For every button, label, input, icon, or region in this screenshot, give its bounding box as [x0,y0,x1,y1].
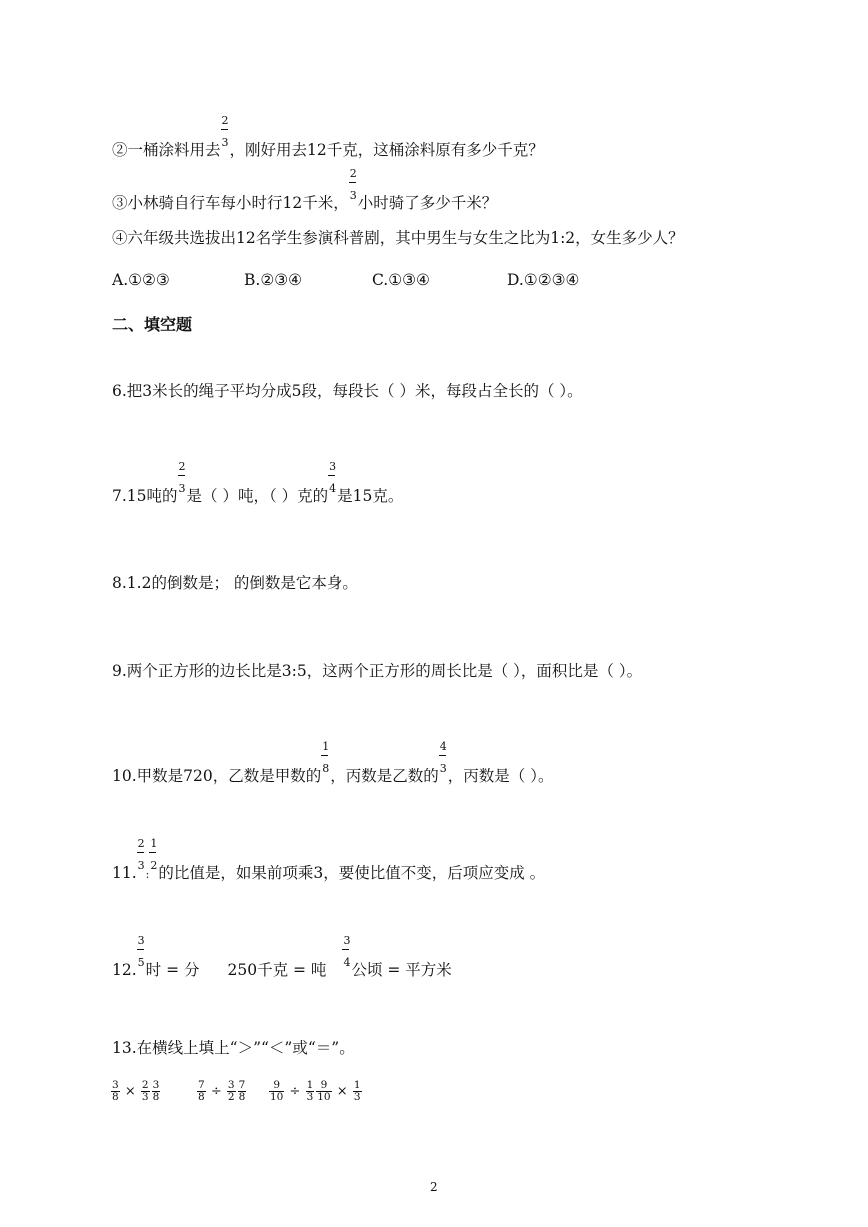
fraction: $\frac{3}{5}$ [137,934,145,969]
page-number: 2 [430,1180,438,1194]
question-7: 7.15吨的 $\frac{2}{3}$ 是（ ）吨，（ ）克的 $\frac{3}{4}$ 是15克。 [112,460,404,505]
fraction: $\frac{2}{3}$ [178,460,186,495]
fraction: $\frac{2}{3}$ [349,167,357,202]
option-b: B.②③④ [244,271,303,289]
question-8: 8.1.2的倒数是； 的倒数是它本身。 [112,574,358,592]
compare-expression-2: $\frac{7}{8}$ ÷ $\frac{3}{2}$ $\frac{7}{8}$ [198,1079,246,1103]
question-13: 13.在横线上填上“＞”“＜”或“＝”。 [112,1039,355,1057]
compare-expression-3: $\frac{9}{10}$ ÷ $\frac{1}{3}$ $\frac{9}{10}$ × $\frac{1}{3}$ [270,1079,361,1103]
question-10: 10.甲数是720，乙数是甲数的 $\frac{1}{8}$ ，丙数是乙数的 $\frac{4}{3}$ ，丙数是（ ）。 [112,740,554,785]
question-9: 9.两个正方形的边长比是3:5，这两个正方形的周长比是（ ），面积比是（ ）。 [112,662,643,680]
question-6: 6.把3米长的绳子平均分成5段，每段长（ ）米，每段占全长的（ ）。 [112,382,583,400]
option-a: A.①②③ [112,271,170,289]
question-2: ②一桶涂料用去 $\frac{2}{3}$ ，刚好用去12千克，这桶涂料原有多少千克？ [112,114,544,159]
option-c: C.①③④ [372,271,430,289]
fraction: $\frac{3}{4}$ [329,460,337,495]
fraction: $\frac{3}{4}$ [343,934,351,969]
question-4: ④六年级共选拔出12名学生参演科普剧，其中男生与女生之比为1:2，女生多少人？ [112,229,684,247]
fraction: $\frac{4}{3}$ [439,740,447,775]
fraction: $\frac{1}{2}$ [150,837,158,872]
compare-expression-1: $\frac{3}{8}$ × $\frac{2}{3}$ $\frac{3}{8}$ [112,1079,160,1103]
fraction: $\frac{1}{8}$ [322,740,330,775]
fraction: $\frac{2}{3}$ [221,114,229,149]
question-11: 11. $\frac{2}{3}$ : $\frac{1}{2}$ 的比值是，如果前项乘3，要使比值不变，后项应变成 。 [112,837,546,882]
question-3: ③小林骑自行车每小时行12千米， $\frac{2}{3}$ 小时骑了多少千米？ [112,167,498,212]
fraction: $\frac{2}{3}$ [137,837,145,872]
section-title: 二、填空题 [112,315,193,334]
option-d: D.①②③④ [507,271,580,289]
question-12: 12. $\frac{3}{5}$ 时 = 分 250千克 = 吨 $\frac{3}{4}$ 公顷 = 平方米 [112,934,452,979]
